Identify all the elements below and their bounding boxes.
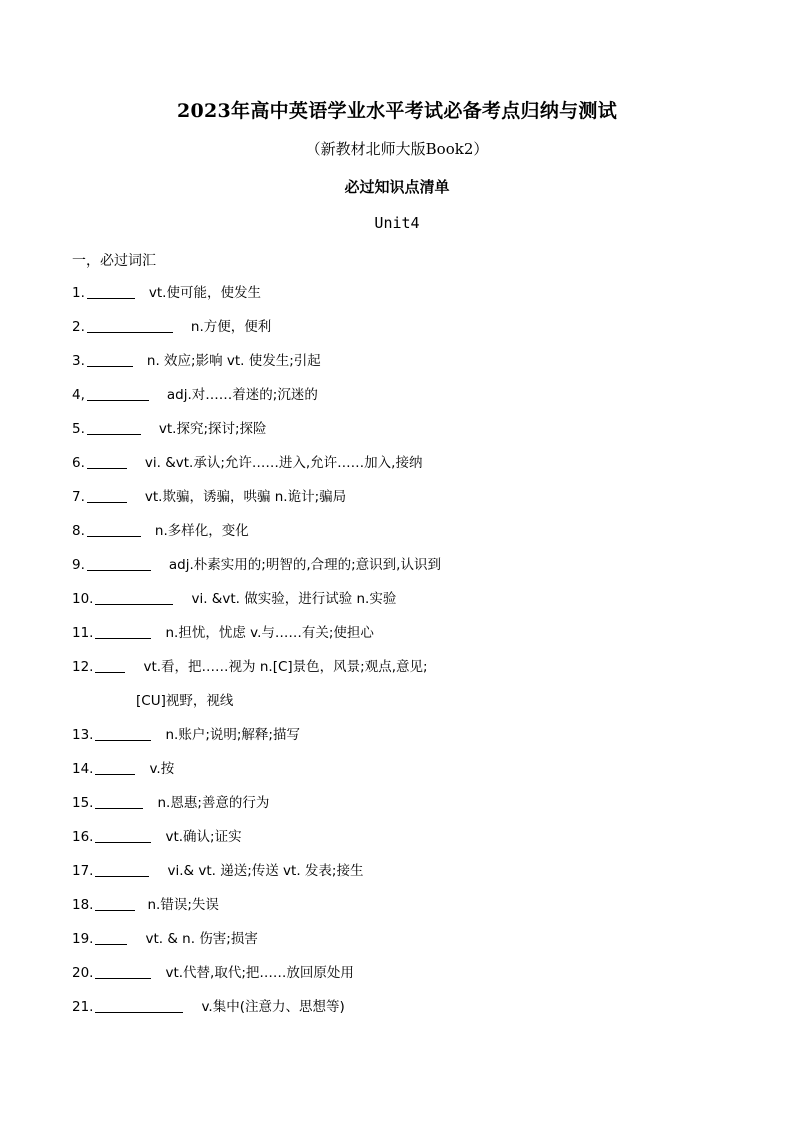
vocab-item-3 bbox=[72, 350, 732, 384]
item-definition: vi. &vt.承认;允许……进入,允许……加入,接纳 bbox=[144, 455, 423, 471]
item-definition: adj.朴素实用的;明智的,合理的;意识到,认识到 bbox=[168, 557, 441, 573]
vocab-item-14 bbox=[72, 758, 732, 792]
item-definition: vt.探究;探讨;探险 bbox=[158, 421, 267, 437]
vocab-item-15 bbox=[72, 792, 732, 826]
vocab-item-18 bbox=[72, 894, 732, 928]
answer-blank[interactable] bbox=[87, 521, 141, 537]
item-number: 19. bbox=[72, 931, 94, 947]
item-definition: vt.使可能，使发生 bbox=[148, 285, 261, 301]
answer-blank[interactable] bbox=[95, 997, 183, 1013]
vocab-item-12 bbox=[72, 656, 732, 724]
document-subtitle: （新教材北师大版Book2） bbox=[305, 140, 489, 158]
vocab-item-17 bbox=[72, 860, 732, 894]
item-number: 7. bbox=[72, 489, 85, 505]
answer-blank[interactable] bbox=[95, 589, 173, 605]
item-definition: vi.& vt. 递送;传送 vt. 发表;接生 bbox=[167, 863, 364, 879]
vocab-item-19 bbox=[72, 928, 732, 962]
vocab-item-20 bbox=[72, 962, 732, 996]
item-definition: v.按 bbox=[149, 761, 175, 777]
answer-blank[interactable] bbox=[87, 283, 135, 299]
answer-blank[interactable] bbox=[95, 827, 151, 843]
answer-blank[interactable] bbox=[95, 861, 149, 877]
answer-blank[interactable] bbox=[95, 657, 125, 673]
answer-blank[interactable] bbox=[95, 963, 151, 979]
item-number: 11. bbox=[72, 625, 94, 641]
answer-blank[interactable] bbox=[87, 555, 151, 571]
vocabulary-list bbox=[72, 282, 732, 1030]
item-definition: vt.看，把……视为 n.[C]景色，风景;观点,意见; bbox=[143, 659, 428, 675]
item-number: 20. bbox=[72, 965, 94, 981]
vocab-item-4 bbox=[72, 384, 732, 418]
vocab-item-9 bbox=[72, 554, 732, 588]
item-definition: vt. & n. 伤害;损害 bbox=[145, 931, 258, 947]
item-number: 21. bbox=[72, 999, 94, 1015]
answer-blank[interactable] bbox=[95, 623, 151, 639]
answer-blank[interactable] bbox=[87, 385, 149, 401]
item-number: 9. bbox=[72, 557, 85, 573]
item-number: 15. bbox=[72, 795, 94, 811]
item-definition: vt.确认;证实 bbox=[165, 829, 242, 845]
vocabulary-section-title: 一，必过词汇 bbox=[72, 253, 156, 269]
answer-blank[interactable] bbox=[87, 487, 127, 503]
item-number: 5. bbox=[72, 421, 85, 437]
item-number: 14. bbox=[72, 761, 94, 777]
answer-blank[interactable] bbox=[95, 725, 151, 741]
answer-blank[interactable] bbox=[95, 929, 127, 945]
item-number: 13. bbox=[72, 727, 94, 743]
item-definition: vt.欺骗，诱骗，哄骗 n.诡计;骗局 bbox=[144, 489, 347, 505]
answer-blank[interactable] bbox=[95, 793, 143, 809]
unit-label: Unit4 bbox=[374, 214, 420, 232]
item-number: 6. bbox=[72, 455, 85, 471]
vocab-item-8 bbox=[72, 520, 732, 554]
vocab-item-1 bbox=[72, 282, 732, 316]
vocab-item-11 bbox=[72, 622, 732, 656]
item-definition: n.账户;说明;解释;描写 bbox=[165, 727, 300, 743]
vocab-item-6 bbox=[72, 452, 732, 486]
vocab-item-5 bbox=[72, 418, 732, 452]
item-definition: n.担忧，忧虑 v.与……有关;使担心 bbox=[165, 625, 374, 641]
item-definition: vi. &vt. 做实验，进行试验 n.实验 bbox=[191, 591, 397, 607]
vocab-item-21 bbox=[72, 996, 732, 1030]
answer-blank[interactable] bbox=[87, 419, 141, 435]
vocab-item-10 bbox=[72, 588, 732, 622]
item-number: 2. bbox=[72, 319, 85, 335]
item-number: 3. bbox=[72, 353, 85, 369]
answer-blank[interactable] bbox=[87, 453, 127, 469]
vocab-item-13 bbox=[72, 724, 732, 758]
item-definition: n.多样化，变化 bbox=[154, 523, 249, 539]
item-number: 1. bbox=[72, 285, 85, 301]
item-definition: vt.代替,取代;把……放回原处用 bbox=[165, 965, 354, 981]
vocab-item-7 bbox=[72, 486, 732, 520]
answer-blank[interactable] bbox=[95, 759, 135, 775]
item-definition: adj.对……着迷的;沉迷的 bbox=[166, 387, 318, 403]
item-definition: n. 效应;影响 vt. 使发生;引起 bbox=[146, 353, 321, 369]
item-definition: n.错误;失误 bbox=[147, 897, 219, 913]
item-definition-continuation: [CU]视野，视线 bbox=[136, 693, 234, 709]
document-title: 2023年高中英语学业水平考试必备考点归纳与测试 bbox=[176, 100, 618, 122]
answer-blank[interactable] bbox=[87, 351, 133, 367]
item-number: 18. bbox=[72, 897, 94, 913]
item-definition: v.集中(注意力、思想等) bbox=[201, 999, 345, 1015]
item-number: 10. bbox=[72, 591, 94, 607]
answer-blank[interactable] bbox=[87, 317, 173, 333]
vocab-item-2 bbox=[72, 316, 732, 350]
item-number: 12. bbox=[72, 659, 94, 675]
answer-blank[interactable] bbox=[95, 895, 135, 911]
item-definition: n.方便，便利 bbox=[190, 319, 272, 335]
vocab-item-16 bbox=[72, 826, 732, 860]
item-number: 17. bbox=[72, 863, 94, 879]
section-heading: 必过知识点清单 bbox=[344, 178, 450, 196]
item-definition: n.恩惠;善意的行为 bbox=[157, 795, 270, 811]
item-number: 8. bbox=[72, 523, 85, 539]
item-number: 16. bbox=[72, 829, 94, 845]
item-number: 4, bbox=[72, 387, 85, 403]
